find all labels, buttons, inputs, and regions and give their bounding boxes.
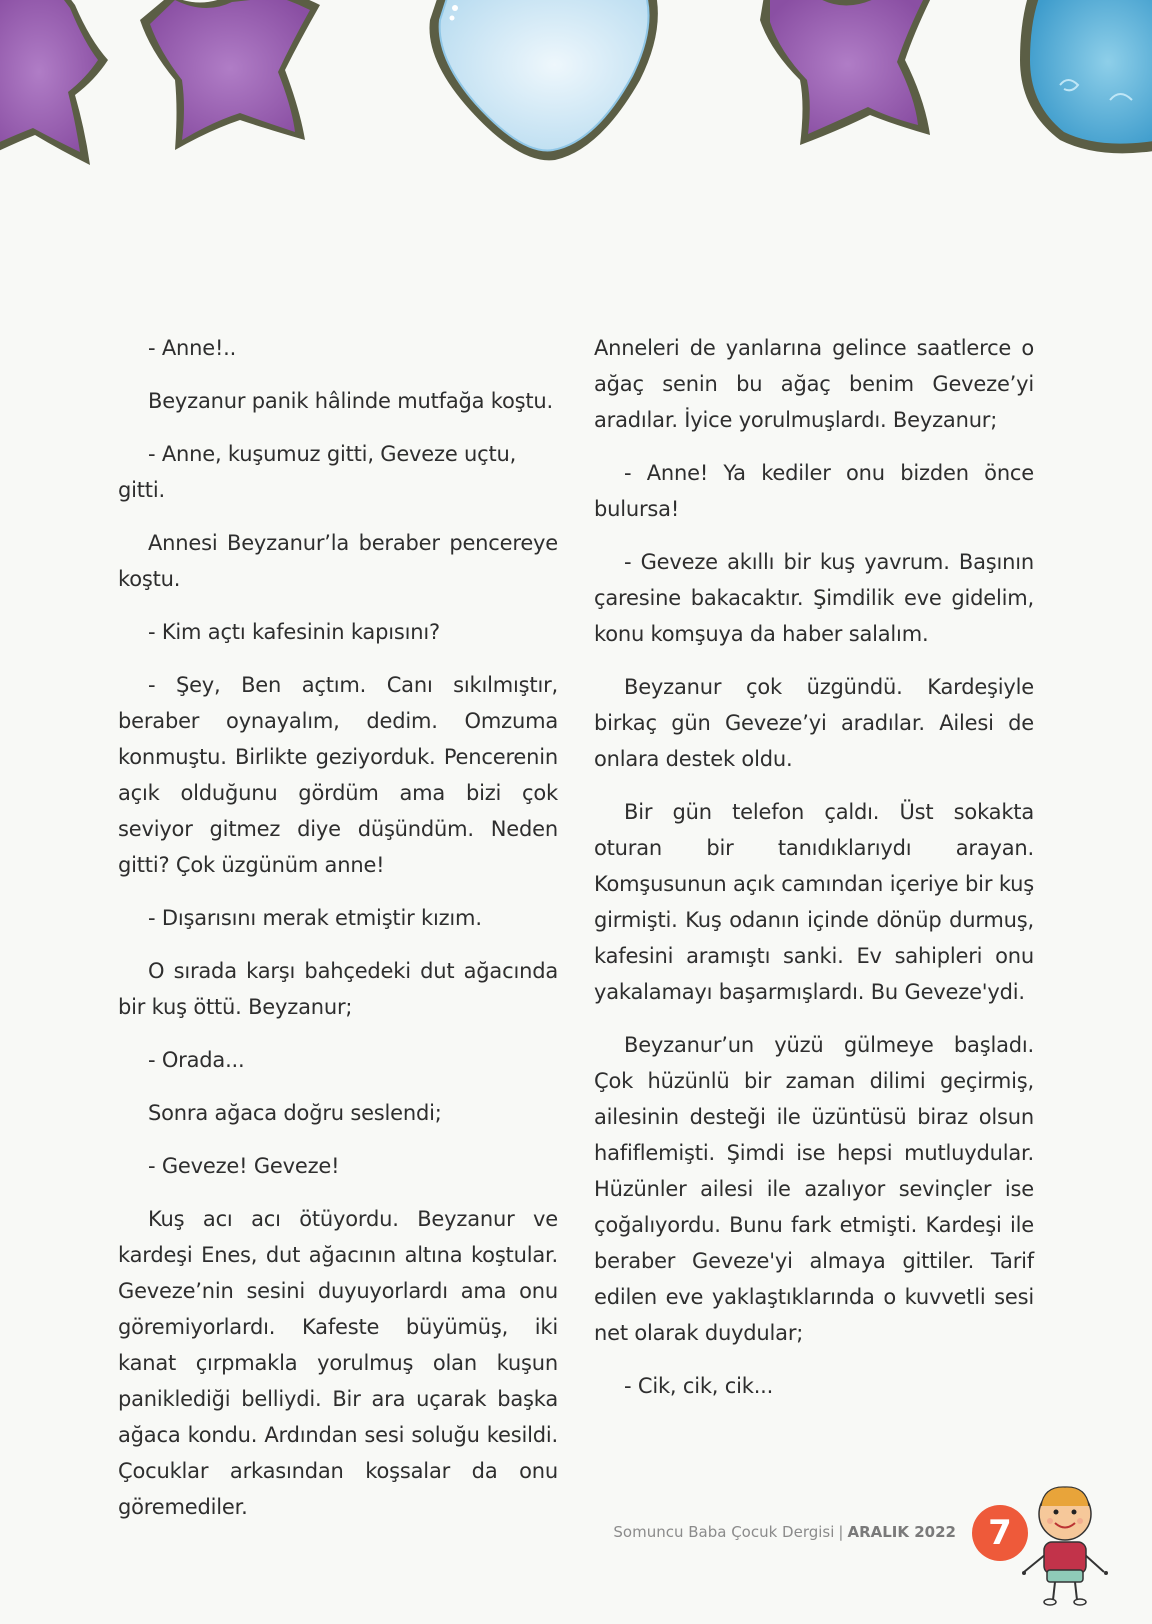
left-column-paragraph: - Anne, kuşumuz gitti, Geveze uçtu, gitti. — [118, 442, 517, 502]
right-column-paragraph: Bir gün telefon çaldı. Üst sokakta oturan bir tanıdıklarıydı arayan. Komşusunun açık camından içeriye bir kuş girmişti. Kuş odanın içinde dönüp durmuş, kafesini aramıştı sanki. Ev sahipleri onu yakalamayı başarmışlardı. Bu Geveze'ydi. — [594, 800, 1034, 1004]
left-column-paragraph: Sonra ağaca doğru seslendi; — [148, 1101, 442, 1125]
magazine-name: Somuncu Baba Çocuk Dergisi — [613, 1523, 835, 1541]
left-column-paragraph: - Şey, Ben açtım. Canı sıkılmıştır, beraber oynayalım, dedim. Omzuma konmuştu. Birlikte geziyorduk. Pencerenin açık olduğunu gördüm ama bizi çok seviyor gitmez diye düşündüm. Neden gitti? Çok üzgünüm anne! — [118, 673, 558, 877]
left-column-paragraph: Beyzanur panik hâlinde mutfağa koştu. — [148, 389, 553, 413]
cartoon-kid-icon — [1022, 1476, 1132, 1612]
right-column-paragraph: Beyzanur çok üzgündü. Kardeşiyle birkaç gün Geveze’yi aradılar. Ailesi de onlara destek oldu. — [594, 675, 1034, 771]
right-column — [594, 330, 1034, 1421]
page-number: 7 — [972, 1505, 1028, 1561]
left-column-paragraph: - Orada... — [148, 1048, 245, 1072]
starfish-icon — [140, 0, 320, 150]
right-column-paragraph: Anneleri de yanlarına gelince saatlerce o ağaç senin bu ağaç benim Geveze’yi aradılar. İyice yorulmuşlardı. Beyzanur; — [594, 336, 1034, 432]
left-column-paragraph: - Dışarısını merak etmiştir kızım. — [148, 906, 482, 930]
right-column-paragraph: - Cik, cik, cik... — [624, 1374, 774, 1398]
left-column-paragraph: - Geveze! Geveze! — [148, 1154, 340, 1178]
footer-separator: | — [838, 1523, 844, 1541]
starfish-icon — [0, 0, 108, 165]
issue-month: ARALIK 2022 — [847, 1523, 956, 1541]
right-column-paragraph: Beyzanur’un yüzü gülmeye başladı. Çok hüzünlü bir zaman dilimi geçirmiş, ailesinin desteği ile üzüntüsü biraz olsun hafiflemişti. Şimdi ise hepsi mutluydular. Hüzünler ailesi ile azalıyor sevinçler ise çoğalıyordu. Bunu fark etmişti. Kardeşi ile beraber Geveze'yi almaya gittiler. Tarif edilen eve yaklaştıklarında o kuvvetli sesi net olarak duydular; — [594, 1033, 1034, 1345]
left-column-paragraph: Annesi Beyzanur’la beraber pencereye koştu. — [118, 531, 558, 591]
left-column-paragraph: O sırada karşı bahçedeki dut ağacında bir kuş öttü. Beyzanur; — [118, 959, 558, 1019]
left-column-paragraph: - Anne!.. — [148, 336, 237, 360]
right-column-paragraph: - Anne! Ya kediler onu bizden önce bulursa! — [594, 461, 1034, 521]
water-pool-icon — [1020, 0, 1152, 153]
footer — [613, 1523, 956, 1541]
top-decoration — [0, 0, 1152, 180]
right-column-paragraph: - Geveze akıllı bir kuş yavrum. Başının çaresine bakacaktır. Şimdilik eve gidelim, konu komşuya da haber salalım. — [594, 550, 1034, 646]
water-pool-icon — [430, 0, 658, 160]
left-column-paragraph: - Kim açtı kafesinin kapısını? — [148, 620, 440, 644]
left-column — [118, 330, 558, 1542]
left-column-paragraph: Kuş acı acı ötüyordu. Beyzanur ve kardeşi Enes, dut ağacının altına koştular. Geveze’nin sesini duyuyorlardı ama onu göremiyorlardı. Kafeste büyümüş, iki kanat çırpmakla yorulmuş olan kuşun paniklediği belliydi. Bir ara uçarak başka ağaca kondu. Ardından sesi soluğu kesildi. Çocuklar arkasından koşsalar da onu göremediler. — [118, 1207, 558, 1519]
starfish-icon — [760, 0, 935, 145]
